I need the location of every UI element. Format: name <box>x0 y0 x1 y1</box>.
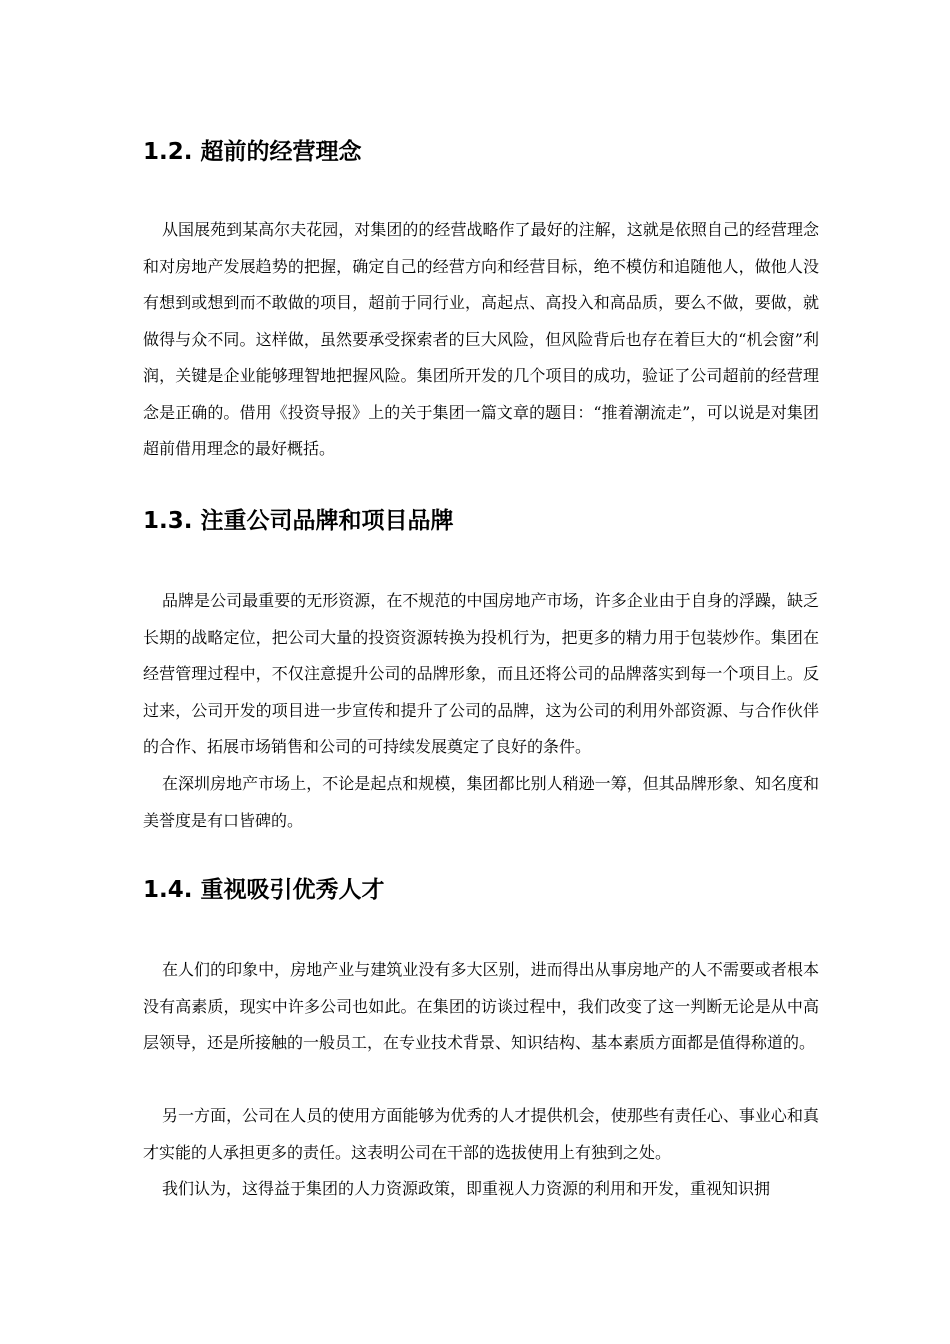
paragraph-1-4-3: 我们认为，这得益于集团的人力资源政策，即重视人力资源的利用和开发，重视知识拥 <box>162 1179 771 1198</box>
section-heading-1-4: 1.4. 重视吸引优秀人才 <box>143 877 385 903</box>
section-heading-1-3: 1.3. 注重公司品牌和项目品牌 <box>143 508 454 534</box>
paragraph-1-2-1: 从国展苑到某高尔夫花园，对集团的的经营战略作了最好的注解，这就是依照自己的经营理念和对房地产发展趋势的把握，确定自己的经营方向和经营目标，绝不模仿和追随他人，做他人没有想到或想到而不敢做的项目，超前于同行业，高起点、高投入和高品质，要么不做，要做，就做得与众不同。这样做，虽然要承受探索者的巨大风险，但风险背后也存在着巨大的“机会窗”利润，关键是企业能够理智地把握风险。集团所开发的几个项目的成功，验证了公司超前的经营理念是正确的。借用《投资导报》上的关于集团一篇文章的题目：“推着潮流走”，可以说是对集团超前借用理念的最好概括。 <box>143 220 819 458</box>
paragraph-1-4-1: 在人们的印象中，房地产业与建筑业没有多大区别，进而得出从事房地产的人不需要或者根本没有高素质，现实中许多公司也如此。在集团的访谈过程中，我们改变了这一判断无论是从中高层领导，还是所接触的一般员工，在专业技术背景、知识结构、基本素质方面都是值得称道的。 <box>143 960 819 1052</box>
paragraph-1-4-2: 另一方面，公司在人员的使用方面能够为优秀的人才提供机会，使那些有责任心、事业心和真才实能的人承担更多的责任。这表明公司在干部的选拔使用上有独到之处。 <box>143 1106 819 1162</box>
section-heading-1-2: 1.2. 超前的经营理念 <box>143 139 362 165</box>
paragraph-1-3-1: 品牌是公司最重要的无形资源，在不规范的中国房地产市场，许多企业由于自身的浮躁，缺乏长期的战略定位，把公司大量的投资资源转换为投机行为，把更多的精力用于包装炒作。集团在经营管理过程中，不仅注意提升公司的品牌形象，而且还将公司的品牌落实到每一个项目上。反过来，公司开发的项目进一步宣传和提升了公司的品牌，这为公司的利用外部资源、与合作伙伴的合作、拓展市场销售和公司的可持续发展奠定了良好的条件。 <box>143 591 819 756</box>
paragraph-1-3-2: 在深圳房地产市场上，不论是起点和规模，集团都比别人稍逊一筹，但其品牌形象、知名度和美誉度是有口皆碑的。 <box>143 774 819 830</box>
